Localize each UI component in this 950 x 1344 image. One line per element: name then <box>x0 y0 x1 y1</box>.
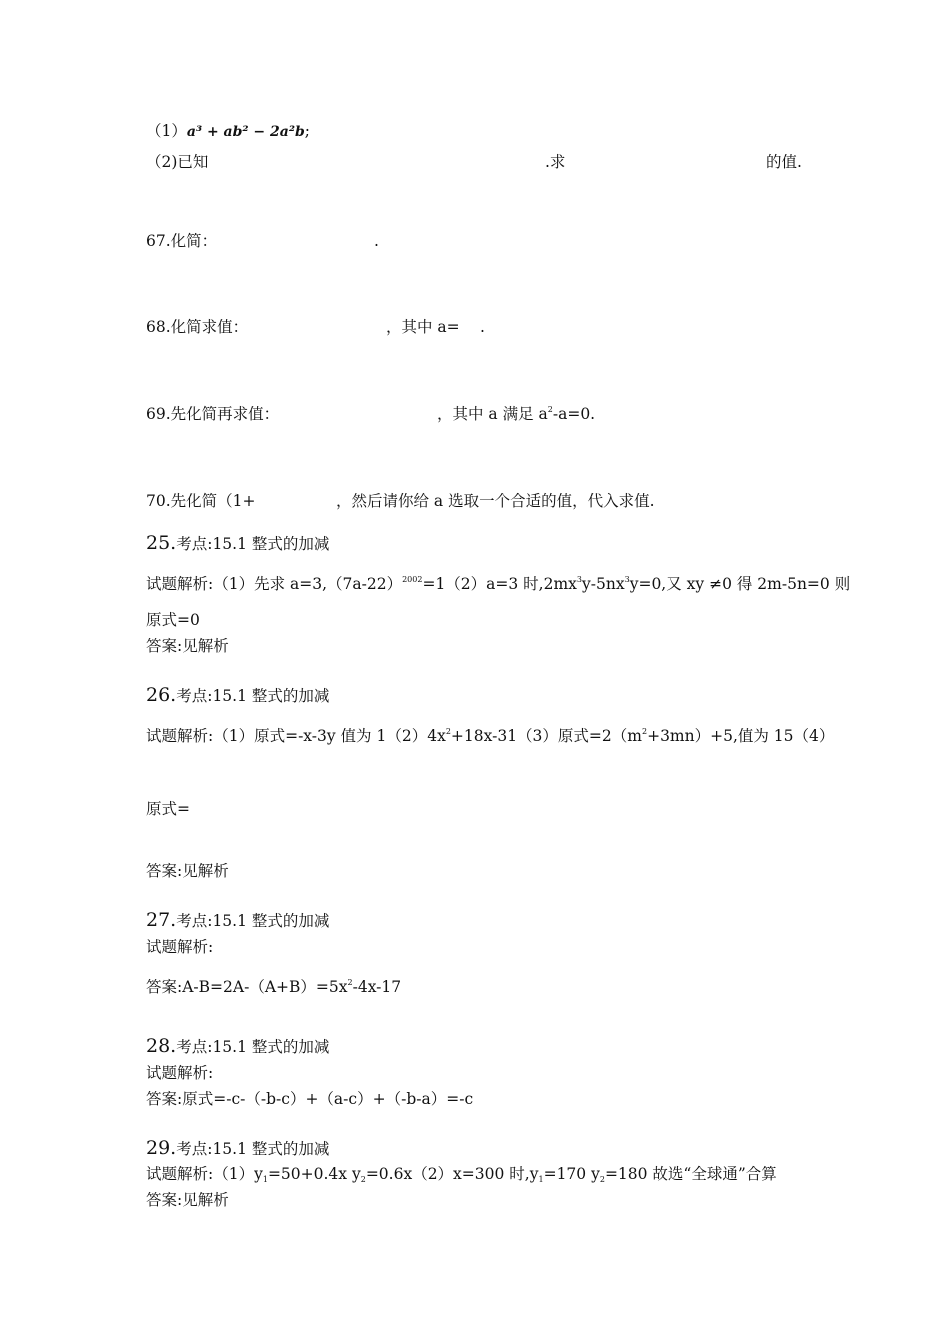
answer-29-analysis-e: =180 故选“全球通”合算 <box>604 1165 777 1183</box>
question-69-end: -a=0. <box>552 405 596 423</box>
q-part2-mid: .求 <box>545 153 566 171</box>
answer-26-topic-text: 考点:15.1 整式的加减 <box>176 687 330 705</box>
answer-27-topic-text: 考点:15.1 整式的加减 <box>176 912 330 930</box>
answer-25-topic <box>146 533 329 554</box>
question-69-mid: ，其中 a 满足 a <box>437 405 548 423</box>
answer-25-analysis-a: 试题解析:（1）先求 a=3,（7a-22） <box>146 575 403 593</box>
answer-26-analysis-a: 试题解析:（1）原式=-x-3y 值为 1（2）4x <box>146 727 446 745</box>
question-69: 69.先化简再求值： <box>146 405 280 423</box>
answer-28-analysis: 试题解析: <box>146 1064 214 1082</box>
answer-25-sup1: 2002 <box>402 575 423 584</box>
answer-25-analysis-line2: 原式=0 <box>146 611 200 629</box>
answer-29-sub4: 2 <box>599 1175 605 1184</box>
answer-25-sup2: 3 <box>576 575 583 584</box>
answer-28-answer: 答案:原式=-c-（-b-c）+（a-c）+（-b-a）=-c <box>146 1090 474 1108</box>
answer-26-analysis-line2: 原式= <box>146 800 190 818</box>
answer-29-topic-text: 考点:15.1 整式的加减 <box>176 1140 330 1158</box>
answer-26-number: 26. <box>146 684 177 706</box>
question-69-sup: 2 <box>547 405 553 414</box>
answer-27-answer <box>146 977 401 997</box>
question-67: 67.化简： <box>146 232 218 250</box>
answer-27-answer-a: 答案:A-B=2A-（A+B）=5x <box>146 978 348 996</box>
answer-25-analysis-d: y=0,又 xy ≠0 得 2m-5n=0 则 <box>629 575 851 593</box>
question-69-condition <box>437 404 595 424</box>
answer-29-sub2: 2 <box>360 1175 366 1184</box>
answer-27-number: 27. <box>146 909 177 931</box>
answer-29-analysis-d: =170 y <box>543 1165 600 1183</box>
answer-26-answer: 答案:见解析 <box>146 862 229 880</box>
answer-29-analysis <box>146 1164 777 1184</box>
answer-27-answer-b: -4x-17 <box>352 978 402 996</box>
answer-29-answer: 答案:见解析 <box>146 1191 229 1209</box>
question-70-mid: ，然后请你给 a 选取一个合适的值，代入求值. <box>336 492 655 510</box>
answer-25-analysis-c: y-5nx <box>582 575 625 593</box>
question-68-mid: ，其中 a= <box>386 318 460 336</box>
answer-29-analysis-b: =50+0.4x y <box>267 1165 361 1183</box>
answer-25-topic-text: 考点:15.1 整式的加减 <box>176 535 330 553</box>
answer-26-topic <box>146 685 329 706</box>
answer-27-topic <box>146 910 329 931</box>
answer-26-sup2: 2 <box>641 727 648 736</box>
answer-27-sup: 2 <box>347 978 353 987</box>
answer-26-analysis <box>146 726 834 746</box>
answer-29-analysis-a: 试题解析:（1）y <box>146 1165 263 1183</box>
q-part2-end: 的值. <box>766 153 802 171</box>
answer-28-number: 28. <box>146 1035 177 1057</box>
answer-25-analysis-b: =1（2）a=3 时,2mx <box>422 575 577 593</box>
question-70: 70.先化简（1+ <box>146 492 256 510</box>
answer-29-sub1: 1 <box>262 1175 268 1184</box>
answer-26-analysis-b: +18x-31（3）原式=2（m <box>450 727 642 745</box>
answer-27-analysis: 试题解析: <box>146 938 214 956</box>
q-part1-label: （1） <box>146 122 187 140</box>
answer-25-answer: 答案:见解析 <box>146 637 229 655</box>
answer-29-number: 29. <box>146 1137 177 1159</box>
question-68-end: . <box>480 318 485 336</box>
answer-25-number: 25. <box>146 532 177 554</box>
answer-25-sup3: 3 <box>624 575 630 584</box>
answer-26-analysis-c: +3mn）+5,值为 15（4） <box>647 727 835 745</box>
answer-28-topic-text: 考点:15.1 整式的加减 <box>176 1038 330 1056</box>
q-part2-label: （2)已知 <box>146 153 209 171</box>
q-part1 <box>146 121 310 142</box>
question-67-end: . <box>374 232 379 250</box>
q-part1-expression: a³ + ab² − 2a²b <box>186 124 305 140</box>
answer-26-sup1: 2 <box>445 727 451 736</box>
answer-25-analysis <box>146 574 850 594</box>
answer-29-analysis-c: =0.6x（2）x=300 时,y <box>365 1165 539 1183</box>
answer-28-topic <box>146 1036 329 1057</box>
answer-29-topic <box>146 1138 329 1159</box>
q-part1-end: ; <box>304 122 310 140</box>
question-68: 68.化简求值： <box>146 318 249 336</box>
answer-29-sub3: 1 <box>538 1175 544 1184</box>
